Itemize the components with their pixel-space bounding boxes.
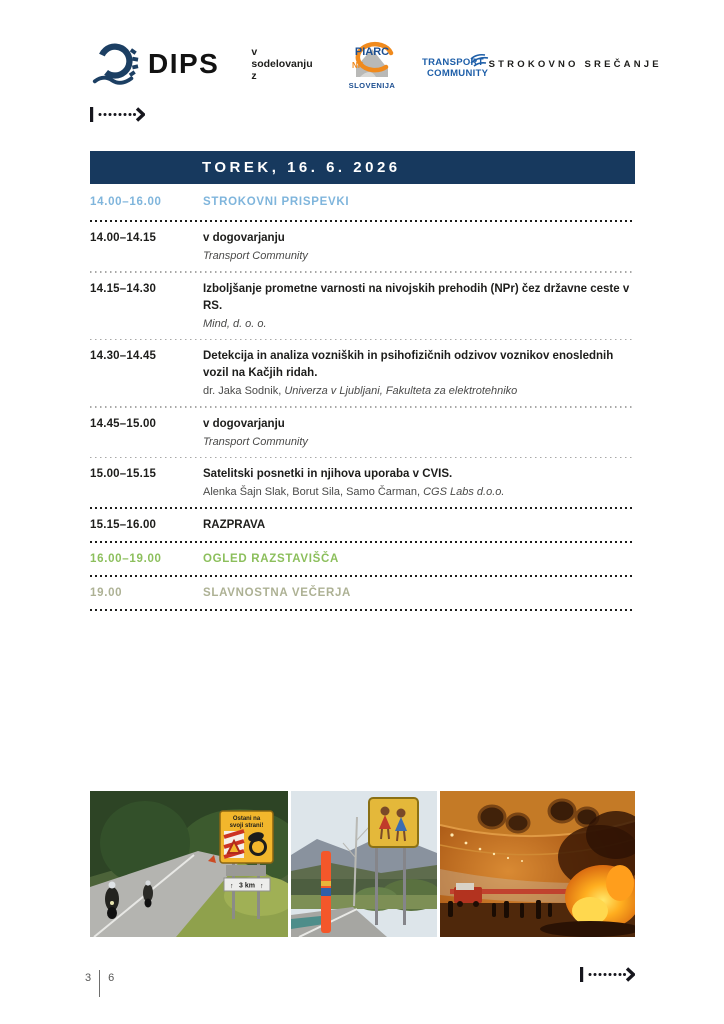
time-label: 16.00–19.00 [90,553,162,565]
svg-text:TRANSPORT: TRANSPORT [421,57,484,68]
item-speaker [203,484,635,500]
speaker-affiliation: Transport Community [203,250,308,262]
transport-community-icon [419,47,489,81]
svg-text:SLOVENIJA: SLOVENIJA [348,81,395,90]
page-number-divider [99,970,100,997]
time-label: 15.00–15.15 [90,468,157,480]
item-description [203,517,635,534]
speaker-name: Alenka Šajn Slak, Borut Sila, Samo Čarman, [203,486,424,498]
time-label: 14.45–15.00 [90,417,157,430]
event-label: STROKOVNO SREČANJE [488,58,662,70]
day-title: TOREK, 16. 6. 2026 [202,159,401,176]
item-speaker [203,316,635,332]
time-label: 14.00–14.15 [90,232,157,244]
total-pages: 6 [108,972,115,984]
svg-text:NK: NK [351,61,364,70]
arrow-marker-bottom [580,967,635,987]
dotted-arrow-icon [90,107,145,122]
svg-text:3 km: 3 km [239,882,255,890]
item-description [203,348,635,399]
schedule-row [90,577,635,609]
header [90,34,662,94]
dotted-arrow-icon [580,967,635,982]
item-description [203,551,635,568]
cooperation-label: v sodelovanju z [251,46,313,82]
item-title: Izboljšanje prometne varnosti na nivojskih prehodih (NPr) čez državne ceste v RS. [203,282,630,312]
item-description [203,585,635,602]
item-title: RAZPRAVA [203,519,266,531]
item-title: v dogovarjanju [203,417,285,430]
schedule-row [90,543,635,575]
speaker-affiliation: Mind, d. o. o. [203,317,267,330]
schedule-row [90,458,635,507]
piarc-logo-icon [346,37,398,91]
dotted-separator [90,609,635,611]
speaker-affiliation: CGS Labs d.o.o. [423,486,505,498]
time-label: 14.15–14.30 [90,282,157,295]
schedule-items [90,222,635,611]
item-title: Detekcija in analiza vozniških in psihofizičnih odzivov voznikov enoslednih vozil na Kačjih ridah. [203,350,614,379]
session-time: 14.00–16.00 [90,196,162,208]
time-label: 15.15–16.00 [90,519,157,531]
item-speaker [203,248,635,264]
item-title: OGLED RAZSTAVIŠČA [203,553,340,565]
page-number [85,970,114,997]
item-speaker [203,434,635,450]
schedule-row [90,222,635,271]
schedule-row [90,509,635,541]
session-title: STROKOVNI PRISPEVKI [203,196,350,208]
dips-emblem-icon [90,38,140,90]
svg-text:↑: ↑ [230,883,234,890]
arrow-marker-top [90,107,145,127]
speaker-affiliation: Transport Community [203,435,308,448]
speaker-affiliation: Univerza v Ljubljani, Fakulteta za elektrotehniko [284,385,518,397]
item-description [203,281,635,332]
day-title-bar [90,151,635,184]
photo-motorcycles-road [90,791,288,937]
dips-wordmark: DIPS [148,48,220,79]
time-label: 19.00 [90,587,123,599]
svg-text:Ostani na: Ostani na [232,816,261,822]
speaker-name: dr. Jaka Sodnik, [203,385,285,397]
svg-text:svoji strani!: svoji strani! [229,823,264,829]
svg-text:PIARC: PIARC [354,46,389,58]
item-description [203,466,635,500]
time-label: 14.30–14.45 [90,350,157,362]
item-speaker [203,383,635,399]
photo-tunnel-fire [440,791,635,937]
schedule-row [90,273,635,339]
session-header-row [90,188,635,220]
svg-text:↑: ↑ [260,883,264,890]
current-page: 3 [85,972,92,984]
dips-logo [90,38,219,90]
piarc-logo [346,37,398,91]
schedule-row [90,408,635,457]
item-description [203,230,635,264]
transport-community-logo [419,47,489,81]
schedule [90,188,635,611]
item-description [203,416,635,450]
photo-children-sign-road [291,791,437,937]
item-title: SLAVNOSTNA VEČERJA [203,587,352,599]
item-title: v dogovarjanju [203,232,285,244]
svg-text:COMMUNITY: COMMUNITY [426,68,488,79]
photo-strip [90,791,635,937]
item-title: Satelitski posnetki in njihova uporaba v CVIS. [203,468,453,480]
schedule-row [90,340,635,406]
